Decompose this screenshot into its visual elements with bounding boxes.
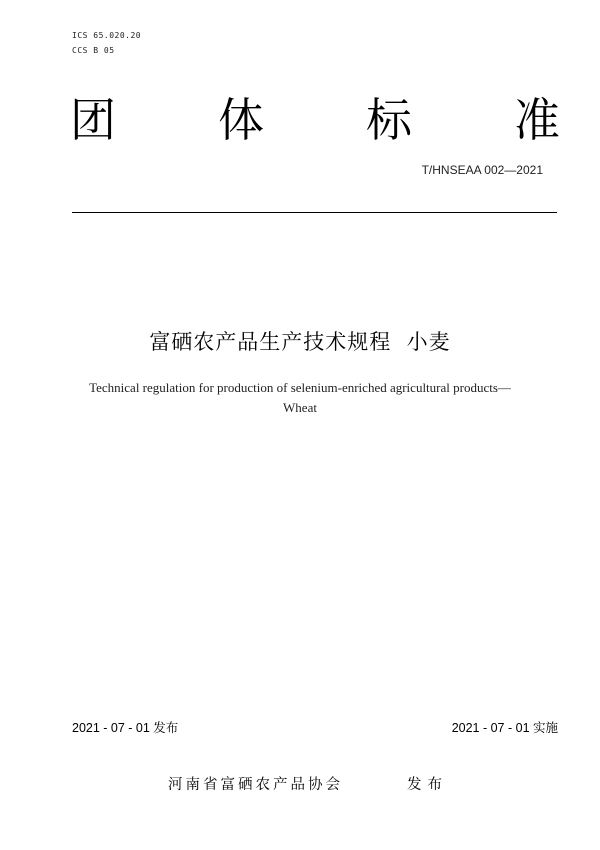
standard-type-heading [70, 92, 560, 148]
implementation-date: 2021 - 07 - 01 实施 [451, 721, 558, 735]
document-title-chinese: 富硒农产品生产技术规程 小麦 [149, 330, 451, 354]
ccs-code: CCS B 05 [72, 46, 115, 55]
publisher-name: 河南省富硒农产品协会 [168, 777, 343, 793]
standard-type-char: 体 [218, 93, 264, 147]
header-divider [72, 212, 557, 213]
english-title-line-1: Technical regulation for production of selenium-enriched agricultural products— [89, 380, 511, 395]
ics-code: ICS 65.020.20 [72, 31, 142, 40]
document-title-english [60, 378, 540, 418]
standard-number: T/HNSEAA 002—2021 [421, 163, 543, 177]
standard-type-char: 团 [70, 93, 116, 147]
issue-date: 2021 - 07 - 01 发布 [72, 721, 179, 735]
publish-label: 发布 [407, 777, 448, 793]
standard-type-char: 准 [514, 93, 560, 147]
english-title-line-2: Wheat [283, 400, 317, 415]
standard-type-char: 标 [366, 93, 412, 147]
